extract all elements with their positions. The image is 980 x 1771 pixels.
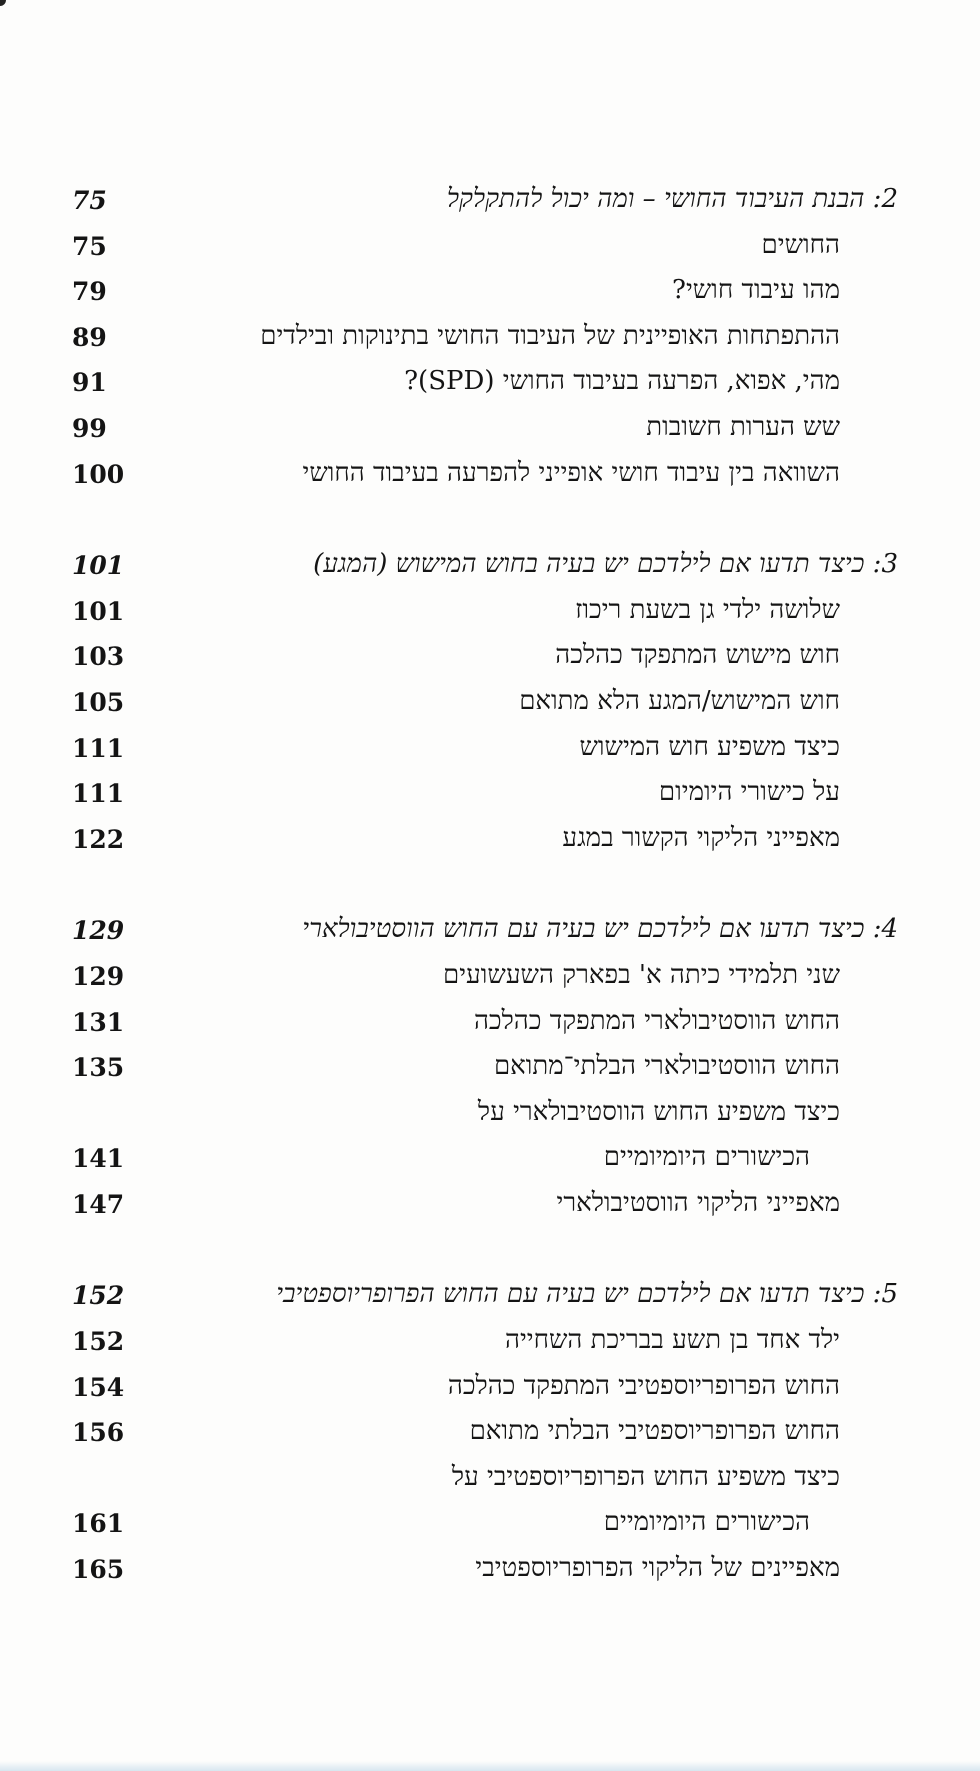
chapter-heading-row [0,1273,980,1319]
toc-entry-page: 141 [72,1144,125,1174]
toc-entry-page: 79 [72,277,107,307]
chapter-5 [0,1273,980,1592]
toc-entry-page: 147 [72,1189,125,1219]
toc-entry [0,589,980,635]
toc-entry [0,771,980,817]
toc-entry-page: 152 [72,1327,125,1357]
toc-entry-page: 105 [72,687,125,717]
chapter-heading: 2: הבנת העיבוד החושי – ומה יכול להתקלקל [446,184,898,214]
chapter-heading-row [0,543,980,589]
toc-entry [0,1182,980,1228]
scan-corner-mark [0,0,6,6]
toc-entry-page: 75 [72,231,107,261]
chapter-heading: 4: כיצד תדעו אם לילדכם יש בעיה עם החוש הווסטיבולארי [302,914,898,945]
toc-entry-title: שני תלמידי כיתה א' בפארק השעשועים [443,959,840,990]
toc-entry-title: מהו עיבוד חושי? [672,275,840,306]
toc-entry-title: כיצד משפיע החוש הווסטיבולארי על [477,1096,840,1127]
toc-entry-page: 135 [72,1053,125,1083]
toc-entry [0,406,980,452]
toc-entry [0,269,980,315]
toc-entry-page: 111 [72,733,125,763]
toc-entry-title: החוש הפרופריוספטיבי הבלתי מתואם [469,1416,840,1447]
toc-entry-title: כיצד משפיע החוש הפרופריוספטיבי על [451,1461,840,1492]
toc-entry [0,1319,980,1365]
toc-entry-page: 103 [72,642,125,672]
toc-entry [0,1365,980,1411]
toc-entry-page: 161 [72,1509,125,1539]
chapter-heading: 3: כיצד תדעו אם לילדכם יש בעיה בחוש המישוש (המגע) [313,549,898,580]
toc-entry-page: 91 [72,368,107,398]
toc-entry-title: על כישורי היומיום [658,777,840,808]
toc-entry [0,1045,980,1091]
toc-entry [0,1547,980,1593]
toc-entry-title: שלושה ילדי גן בשעת ריכוז [575,594,840,625]
toc-entry [0,1000,980,1046]
toc-entry-page: 100 [72,459,125,489]
chapter-page-number: 75 [72,186,107,215]
toc-entry-continuation [0,1136,980,1182]
scan-edge-tint [0,1761,980,1771]
toc-entry-title: ההתפתחות האופיינית של העיבוד החושי בתינוקות ובילדים [260,320,840,351]
toc-entry-page: 122 [72,824,125,854]
toc-entry-title: מאפיינים של הליקוי הפרופריוספטיבי [475,1553,840,1584]
chapter-heading-row [0,178,980,224]
toc-entry-page: 129 [72,961,125,991]
toc-entry-page: 99 [72,413,107,443]
chapter-page-number: 129 [72,916,125,946]
toc-entry [0,1456,980,1502]
toc-entry [0,954,980,1000]
toc-entry-title: מהי, אפוא, הפרעה בעיבוד החושי (SPD)? [404,366,840,397]
toc-entry-page: 154 [72,1372,125,1402]
chapter-page-number: 101 [72,551,125,581]
toc-entry-title: השוואה בין עיבוד חושי אופייני להפרעה בעיבוד החושי [302,457,840,488]
toc-entry-title: הכישורים היומיומיים [603,1507,810,1538]
toc-entry-title: חוש המישוש/המגע הלא מתואם [519,685,840,716]
toc-entry-title: שש הערות חשובות [646,411,840,442]
chapter-heading: 5: כיצד תדעו אם לילדכם יש בעיה עם החוש הפרופריוספטיבי [276,1279,898,1310]
toc-entry [0,726,980,772]
toc-entry [0,634,980,680]
toc-entry [0,1410,980,1456]
table-of-contents [0,178,980,1639]
chapter-4 [0,908,980,1227]
toc-entry-title: החושים [761,229,840,260]
toc-entry-page: 165 [72,1555,125,1585]
chapter-heading-row [0,908,980,954]
toc-entry-page: 89 [72,322,107,352]
chapter-page-number: 152 [72,1281,125,1311]
toc-entry [0,315,980,361]
toc-entry [0,680,980,726]
toc-entry-title: ילד אחד בן תשע בבריכת השחייה [505,1325,840,1356]
toc-entry-title: חוש מישוש המתפקד כהלכה [555,640,840,671]
toc-entry-page: 131 [72,1007,125,1037]
toc-entry-title: כיצד משפיע חוש המישוש [579,731,840,762]
toc-entry-page: 101 [72,596,125,626]
toc-entry-continuation [0,1501,980,1547]
toc-entry [0,817,980,863]
toc-entry-page: 111 [72,779,125,809]
chapter-3 [0,543,980,862]
toc-entry-title: מאפייני הליקוי הקשור במגע [562,822,840,853]
toc-entry [0,452,980,498]
chapter-2 [0,178,980,497]
toc-entry-title: החוש הווסטיבולארי הבלתי־מתואם [493,1051,840,1082]
toc-entry [0,224,980,270]
toc-entry [0,1091,980,1137]
toc-entry-title: הכישורים היומיומיים [603,1142,810,1173]
toc-entry-title: החוש הווסטיבולארי המתפקד כהלכה [473,1005,840,1036]
toc-entry-page: 156 [72,1418,125,1448]
toc-entry-title: מאפייני הליקוי הווסטיבולארי [556,1187,840,1218]
toc-entry [0,360,980,406]
toc-entry-title: החוש הפרופריוספטיבי המתפקד כהלכה [447,1370,840,1401]
